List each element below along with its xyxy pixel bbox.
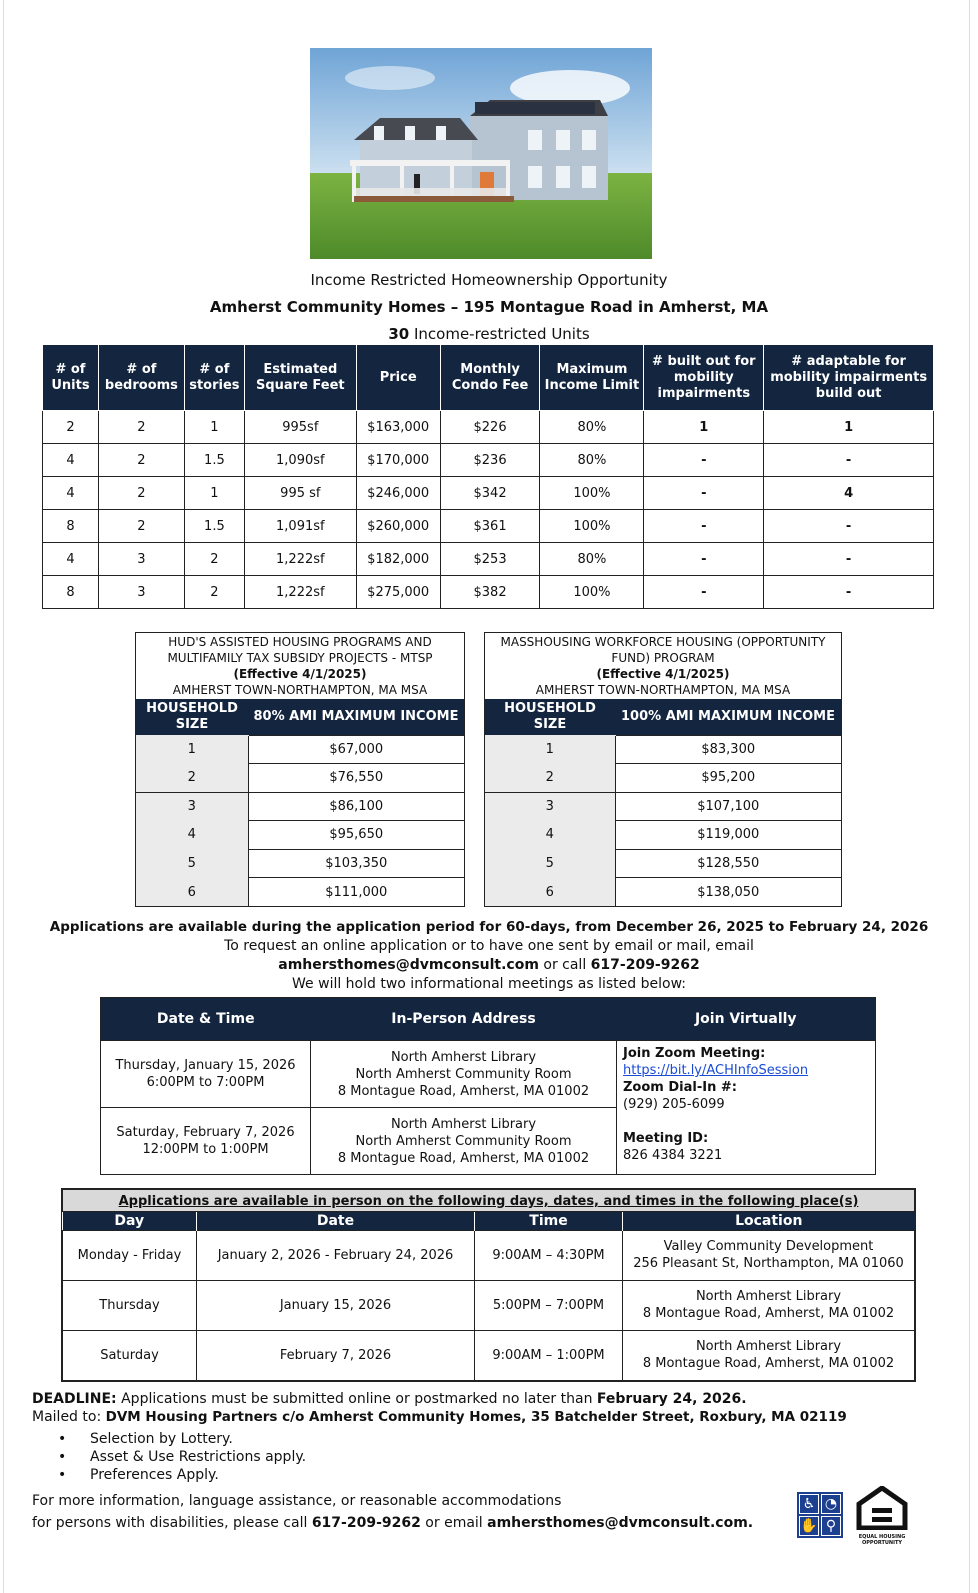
table-cell: - <box>644 576 764 609</box>
table-row <box>485 849 841 878</box>
deadline-label: DEADLINE: <box>32 1391 117 1407</box>
in-person-table <box>61 1188 916 1382</box>
table-cell: $226 <box>440 411 540 444</box>
address-line: North Amherst Community Room <box>355 1133 572 1149</box>
table-cell: $163,000 <box>356 411 440 444</box>
hud-income-table <box>135 632 465 907</box>
masshousing-col-size: HOUSEHOLD SIZE <box>485 699 615 735</box>
table-cell: $107,100 <box>615 792 841 821</box>
table-cell: 8 <box>43 576 99 609</box>
house-equal-icon <box>855 1486 909 1530</box>
units-header-row <box>43 345 934 411</box>
in-person-banner: Applications are available in person on the following days, dates, and times in the following place(s) <box>62 1189 915 1212</box>
more-info-line1: For more information, language assistance, or reasonable accommodations <box>32 1493 562 1509</box>
more-info-call: for persons with disabilities, please call <box>32 1515 312 1531</box>
table-row <box>63 1330 915 1380</box>
table-row <box>136 849 464 878</box>
meetings-col-address: In-Person Address <box>311 998 617 1041</box>
list-item: • Asset & Use Restrictions apply. <box>58 1448 306 1466</box>
wheelchair-icon: ♿ <box>799 1494 819 1514</box>
deadline-block <box>32 1390 847 1426</box>
table-cell: 1,091sf <box>244 510 356 543</box>
table-row <box>485 821 841 850</box>
application-period: Applications are available during the application period for 60-days, from December 26, 2025 to February 24, 2026 <box>49 919 929 935</box>
table-row <box>43 444 934 477</box>
table-cell: 5 <box>485 849 615 878</box>
table-cell: $246,000 <box>356 477 440 510</box>
table-cell: 1 <box>184 477 244 510</box>
table-row <box>485 735 841 764</box>
masshousing-effective: (Effective 4/1/2025) <box>596 667 730 681</box>
table-row <box>136 821 464 850</box>
in-person-col-day: Day <box>63 1212 197 1230</box>
in-person-header-row <box>63 1212 915 1230</box>
table-cell: 3 <box>98 543 184 576</box>
table-cell: $260,000 <box>356 510 440 543</box>
eho-text: EQUAL HOUSING OPPORTUNITY <box>858 1534 906 1546</box>
table-cell: 1 <box>184 411 244 444</box>
address-line: North Amherst Community Room <box>355 1066 572 1082</box>
units-col-header: Monthly Condo Fee <box>440 345 540 411</box>
table-cell: $342 <box>440 477 540 510</box>
table-row <box>485 764 841 793</box>
house-illustration <box>310 48 652 259</box>
location-line: Valley Community Development <box>663 1239 874 1254</box>
table-cell: 3 <box>136 792 248 821</box>
hud-income-grid <box>136 699 464 906</box>
table-cell: 2 <box>43 411 99 444</box>
table-cell: $275,000 <box>356 576 440 609</box>
table-cell: 6 <box>485 878 615 907</box>
sign-language-icon: ✋ <box>800 1518 818 1534</box>
meeting-time: 6:00PM to 7:00PM <box>146 1075 265 1090</box>
table-cell: - <box>764 510 934 543</box>
table-cell: $119,000 <box>615 821 841 850</box>
table-cell <box>623 1330 915 1380</box>
list-item: • Selection by Lottery. <box>58 1430 306 1448</box>
masshousing-col-income: 100% AMI MAXIMUM INCOME <box>615 699 841 735</box>
meeting-address <box>311 1108 617 1175</box>
location-line: North Amherst Library <box>695 1339 842 1354</box>
table-cell: $236 <box>440 444 540 477</box>
table-cell: 6 <box>136 878 248 907</box>
table-cell: 2 <box>136 764 248 793</box>
more-info-line2 <box>32 1512 753 1534</box>
table-row <box>43 576 934 609</box>
address-line: 8 Montague Road, Amherst, MA 01002 <box>337 1083 590 1099</box>
table-cell: 4 <box>485 821 615 850</box>
equal-housing-logo <box>855 1486 909 1546</box>
table-cell: $67,000 <box>248 735 464 764</box>
address-line: North Amherst Library <box>390 1049 537 1065</box>
masshousing-caption <box>485 633 841 699</box>
table-cell: 1.5 <box>184 510 244 543</box>
unit-count-label: Income-restricted Units <box>409 325 590 343</box>
meeting-time: 12:00PM to 1:00PM <box>142 1142 269 1157</box>
table-cell: 1,090sf <box>244 444 356 477</box>
more-info <box>32 1490 753 1534</box>
table-row <box>43 510 934 543</box>
table-cell: $382 <box>440 576 540 609</box>
table-cell: January 15, 2026 <box>197 1280 475 1330</box>
contact-email[interactable]: amhersthomes@dvmconsult.com <box>278 957 539 973</box>
units-col-header: Price <box>356 345 440 411</box>
meetings-intro: We will hold two informational meetings as listed below: <box>292 976 686 992</box>
hud-col-size: HOUSEHOLD SIZE <box>136 699 248 735</box>
table-cell: Thursday <box>63 1280 197 1330</box>
table-cell: - <box>764 543 934 576</box>
table-cell: 2 <box>98 477 184 510</box>
table-cell: 3 <box>485 792 615 821</box>
table-cell: $253 <box>440 543 540 576</box>
location-line: 256 Pleasant St, Northampton, MA 01060 <box>633 1256 904 1271</box>
meetings-col-date: Date & Time <box>101 998 311 1041</box>
table-cell: 80% <box>540 411 644 444</box>
table-cell: 4 <box>43 477 99 510</box>
table-row <box>136 764 464 793</box>
table-row <box>43 543 934 576</box>
masshousing-income-table <box>484 632 842 907</box>
units-col-header: Estimated Square Feet <box>244 345 356 411</box>
meeting-address <box>311 1041 617 1108</box>
table-row <box>485 792 841 821</box>
table-cell: 2 <box>485 764 615 793</box>
hud-header-row <box>136 699 464 735</box>
table-cell: 80% <box>540 444 644 477</box>
table-cell: February 7, 2026 <box>197 1330 475 1380</box>
more-info-or-email: or email <box>420 1515 488 1531</box>
deadline-text: Applications must be submitted online or postmarked no later than <box>116 1391 597 1407</box>
in-person-col-location: Location <box>623 1212 915 1230</box>
hearing-icon: ◔ <box>821 1494 841 1514</box>
table-row <box>63 1230 915 1280</box>
table-cell: 4 <box>764 477 934 510</box>
table-cell: $103,350 <box>248 849 464 878</box>
table-cell: 1 <box>136 735 248 764</box>
table-cell: - <box>644 444 764 477</box>
more-info-email[interactable]: amhersthomes@dvmconsult.com. <box>487 1515 754 1531</box>
contact-phone[interactable]: 617-209-9262 <box>590 957 700 973</box>
table-cell: 9:00AM – 4:30PM <box>475 1230 623 1280</box>
meetings-header-row <box>101 998 876 1041</box>
table-cell: Monday - Friday <box>63 1230 197 1280</box>
meeting-id: 826 4384 3221 <box>623 1148 723 1163</box>
meeting-id-label: Meeting ID: <box>623 1131 709 1146</box>
table-cell: 4 <box>136 821 248 850</box>
address-line: 8 Montague Road, Amherst, MA 01002 <box>337 1150 590 1166</box>
table-cell: - <box>764 444 934 477</box>
table-cell: 1 <box>485 735 615 764</box>
table-cell: $95,650 <box>248 821 464 850</box>
application-contact <box>0 956 978 975</box>
table-cell: 995sf <box>244 411 356 444</box>
zoom-label: Join Zoom Meeting: <box>623 1046 766 1061</box>
table-cell: $170,000 <box>356 444 440 477</box>
table-cell: 995 sf <box>244 477 356 510</box>
table-cell: $361 <box>440 510 540 543</box>
meeting-date: Saturday, February 7, 2026 <box>116 1125 295 1140</box>
table-cell: $111,000 <box>248 878 464 907</box>
units-col-header: # of Units <box>43 345 99 411</box>
table-cell: $76,550 <box>248 764 464 793</box>
table-cell: 1.5 <box>184 444 244 477</box>
table-cell: 5 <box>136 849 248 878</box>
table-row <box>136 792 464 821</box>
table-cell: 4 <box>43 444 99 477</box>
table-row <box>136 735 464 764</box>
meeting-datetime <box>101 1108 311 1175</box>
hud-caption-text: HUD'S ASSISTED HOUSING PROGRAMS AND MULTIFAMILY TAX SUBSIDY PROJECTS - MTSP <box>167 635 433 665</box>
table-cell <box>623 1280 915 1330</box>
dialin-number: (929) 205-6099 <box>623 1097 725 1112</box>
headline-units <box>0 325 978 343</box>
table-cell: 8 <box>43 510 99 543</box>
table-cell: 80% <box>540 543 644 576</box>
table-cell: 1,222sf <box>244 576 356 609</box>
hud-caption <box>136 633 464 699</box>
table-row <box>136 878 464 907</box>
units-col-header: # of bedrooms <box>98 345 184 411</box>
applications-info <box>0 918 978 994</box>
location-line: North Amherst Library <box>695 1289 842 1304</box>
table-cell: January 2, 2026 - February 24, 2026 <box>197 1230 475 1280</box>
table-cell: $95,200 <box>615 764 841 793</box>
table-cell: 9:00AM – 1:00PM <box>475 1330 623 1380</box>
table-cell: 100% <box>540 477 644 510</box>
table-cell: - <box>644 477 764 510</box>
zoom-info <box>617 1041 876 1175</box>
table-row <box>485 878 841 907</box>
units-table <box>42 344 934 609</box>
headline-project: Amherst Community Homes – 195 Montague Road in Amherst, MA <box>209 298 769 316</box>
units-col-header: # adaptable for mobility impairments build out <box>764 345 934 411</box>
table-cell: - <box>764 576 934 609</box>
units-col-header: # of stories <box>184 345 244 411</box>
table-cell: - <box>644 510 764 543</box>
units-col-header: # built out for mobility impairments <box>644 345 764 411</box>
table-cell: 1 <box>644 411 764 444</box>
location-line: 8 Montague Road, Amherst, MA 01002 <box>642 1306 895 1321</box>
mailed-line <box>32 1408 847 1426</box>
table-cell: 100% <box>540 510 644 543</box>
hud-col-income: 80% AMI MAXIMUM INCOME <box>248 699 464 735</box>
application-request: To request an online application or to have one sent by email or mail, email <box>224 938 754 954</box>
in-person-col-time: Time <box>475 1212 623 1230</box>
table-cell: 1 <box>764 411 934 444</box>
table-cell: 2 <box>184 543 244 576</box>
meeting-datetime <box>101 1041 311 1108</box>
table-row <box>101 1041 876 1108</box>
table-row <box>43 411 934 444</box>
table-cell: 2 <box>98 444 184 477</box>
zoom-link[interactable]: https://bit.ly/ACHInfoSession <box>623 1063 809 1078</box>
hud-msa: AMHERST TOWN-NORTHAMPTON, MA MSA <box>172 683 428 697</box>
table-cell: Saturday <box>63 1330 197 1380</box>
deadline-line <box>32 1390 847 1408</box>
location-line: 8 Montague Road, Amherst, MA 01002 <box>642 1356 895 1371</box>
more-info-phone[interactable]: 617-209-9262 <box>311 1515 421 1531</box>
table-cell: 100% <box>540 576 644 609</box>
meetings-table <box>100 997 876 1175</box>
table-cell: 5:00PM – 7:00PM <box>475 1280 623 1330</box>
mailed-label: Mailed to: <box>32 1409 106 1425</box>
deadline-date: February 24, 2026. <box>596 1391 747 1407</box>
meeting-date: Thursday, January 15, 2026 <box>115 1058 296 1073</box>
table-cell: $83,300 <box>615 735 841 764</box>
table-cell: - <box>644 543 764 576</box>
table-row <box>43 477 934 510</box>
table-cell: 2 <box>98 411 184 444</box>
table-cell: 1,222sf <box>244 543 356 576</box>
table-cell: 2 <box>98 510 184 543</box>
table-row <box>63 1280 915 1330</box>
mailed-address: DVM Housing Partners c/o Amherst Community Homes, 35 Batchelder Street, Roxbury, MA 02119 <box>105 1409 847 1425</box>
in-person-col-date: Date <box>197 1212 475 1230</box>
table-cell: 4 <box>43 543 99 576</box>
masshousing-msa: AMHERST TOWN-NORTHAMPTON, MA MSA <box>535 683 791 697</box>
table-cell <box>623 1230 915 1280</box>
meetings-col-virtual: Join Virtually <box>617 998 876 1041</box>
units-col-header: Maximum Income Limit <box>540 345 644 411</box>
accessibility-logo <box>797 1492 843 1538</box>
table-cell: $86,100 <box>248 792 464 821</box>
table-cell: $182,000 <box>356 543 440 576</box>
masshousing-caption-text: MASSHOUSING WORKFORCE HOUSING (OPPORTUNITY FUND) PROGRAM <box>500 635 826 665</box>
masshousing-income-grid <box>485 699 841 906</box>
table-cell: $128,550 <box>615 849 841 878</box>
table-cell: 3 <box>98 576 184 609</box>
or-call-text: or call <box>538 957 591 973</box>
table-cell: $138,050 <box>615 878 841 907</box>
masshousing-header-row <box>485 699 841 735</box>
list-item: • Preferences Apply. <box>58 1466 306 1484</box>
hud-effective: (Effective 4/1/2025) <box>233 667 367 681</box>
in-person-grid <box>62 1212 915 1381</box>
table-cell: 2 <box>184 576 244 609</box>
blind-walker-icon: ⚲ <box>821 1516 841 1536</box>
address-line: North Amherst Library <box>390 1116 537 1132</box>
dialin-label: Zoom Dial-In #: <box>623 1080 737 1095</box>
headline-opportunity: Income Restricted Homeownership Opportunity <box>310 271 668 289</box>
unit-count: 30 <box>388 325 410 343</box>
bullet-list <box>58 1430 306 1484</box>
